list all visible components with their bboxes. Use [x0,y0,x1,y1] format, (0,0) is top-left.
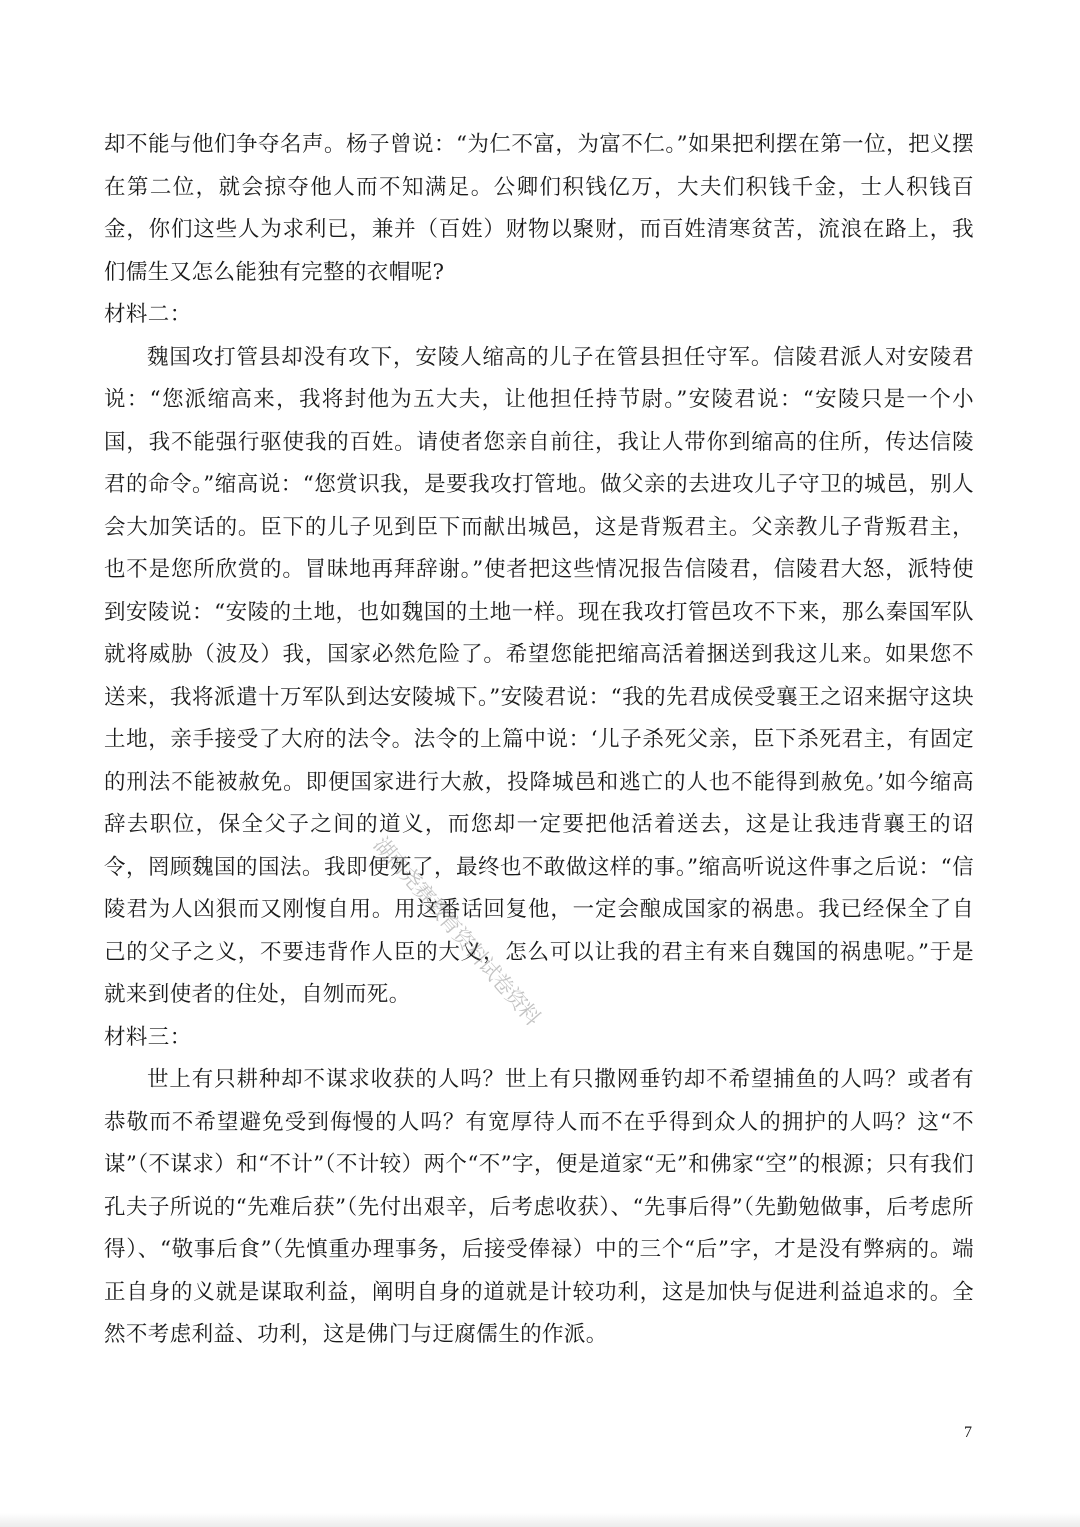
material-two-paragraph: 魏国攻打管县却没有攻下，安陵人缩高的儿子在管县担任守军。信陵君派人对安陵君说：“您派缩高来，我将封他为五大夫，让他担任持节尉。”安陵君说：“安陵只是一个小国，我不能强行驱使我的百姓。请使者您亲自前往，我让人带你到缩高的住所，传达信陵君的命令。”缩高说：“您赏识我，是要我攻打管地。做父亲的去进攻儿子守卫的城邑，别人会大加笑话的。臣下的儿子见到臣下而献出城邑，这是背叛君主。父亲教儿子背叛君主，也不是您所欣赏的。冒昧地再拜辞谢。”使者把这些情况报告信陵君，信陵君大怒，派特使到安陵说：“安陵的土地，也如魏国的土地一样。现在我攻打管邑攻不下来，那么秦国军队就将威胁（波及）我，国家必然危险了。希望您能把缩高活着捆送到我这儿来。如果您不送来，我将派遣十万军队到达安陵城下。”安陵君说：“我的先君成侯受襄王之诏来据守这块土地，亲手接受了大府的法令。法令的上篇中说：‘儿子杀死父亲，臣下杀死君主，有固定的刑法不能被赦免。即便国家进行大赦，投降城邑和逃亡的人也不能得到赦免。’如今缩高辞去职位，保全父子之间的道义，而您却一定要把他活着送去，这是让我违背襄王的诏令，罔顾魏国的国法。我即便死了，最终也不敢做这样的事。”缩高听说这件事之后说：“信陵君为人凶狠而又刚愎自用。用这番话回复他，一定会酿成国家的祸患。我已经保全了自己的父子之义，不要违背作人臣的大义，怎么可以让我的君主有来自魏国的祸患呢。”于是就来到使者的住处，自刎而死。 [104,344,974,1007]
intro-paragraph: 却不能与他们争夺名声。杨子曾说：“为仁不富，为富不仁。”如果把利摆在第一位，把义摆在第二位，就会掠夺他人而不知满足。公卿们积钱亿万，大夫们积钱千金，士人积钱百金，你们这些人为求利已，兼并（百姓）财物以聚财，而百姓清寒贫苦，流浪在路上，我们儒生又怎么能独有完整的衣帽呢? [104,132,974,285]
page-number: 7 [964,1424,972,1441]
watermark: 湖南尧赛教育资料试卷资料 [368,832,545,1030]
document-body [104,124,974,1357]
material-three-paragraph: 世上有只耕种却不谋求收获的人吗？世上有只撒网垂钓却不希望捕鱼的人吗？或者有恭敬而不希望避免受到侮慢的人吗？有宽厚待人而不在乎得到众人的拥护的人吗？这“不谋”（不谋求）和“不计”（不计较）两个“不”字，便是道家“无”和佛家“空”的根源；只有我们孔夫子所说的“先难后获”（先付出艰辛，后考虑收获）、“先事后得”（先勤勉做事，后考虑所得）、“敬事后食”（先慎重办理事务，后接受俸禄）中的三个“后”字，才是没有弊病的。端正自身的义就是谋取利益，阐明自身的道就是计较功利，这是加快与促进利益追求的。全然不考虑利益、功利，这是佛门与迂腐儒生的作派。 [104,1067,974,1347]
page-edge-shadow [0,1513,1080,1527]
material-two-label: 材料二： [104,302,192,327]
material-three-label: 材料三： [104,1024,192,1050]
